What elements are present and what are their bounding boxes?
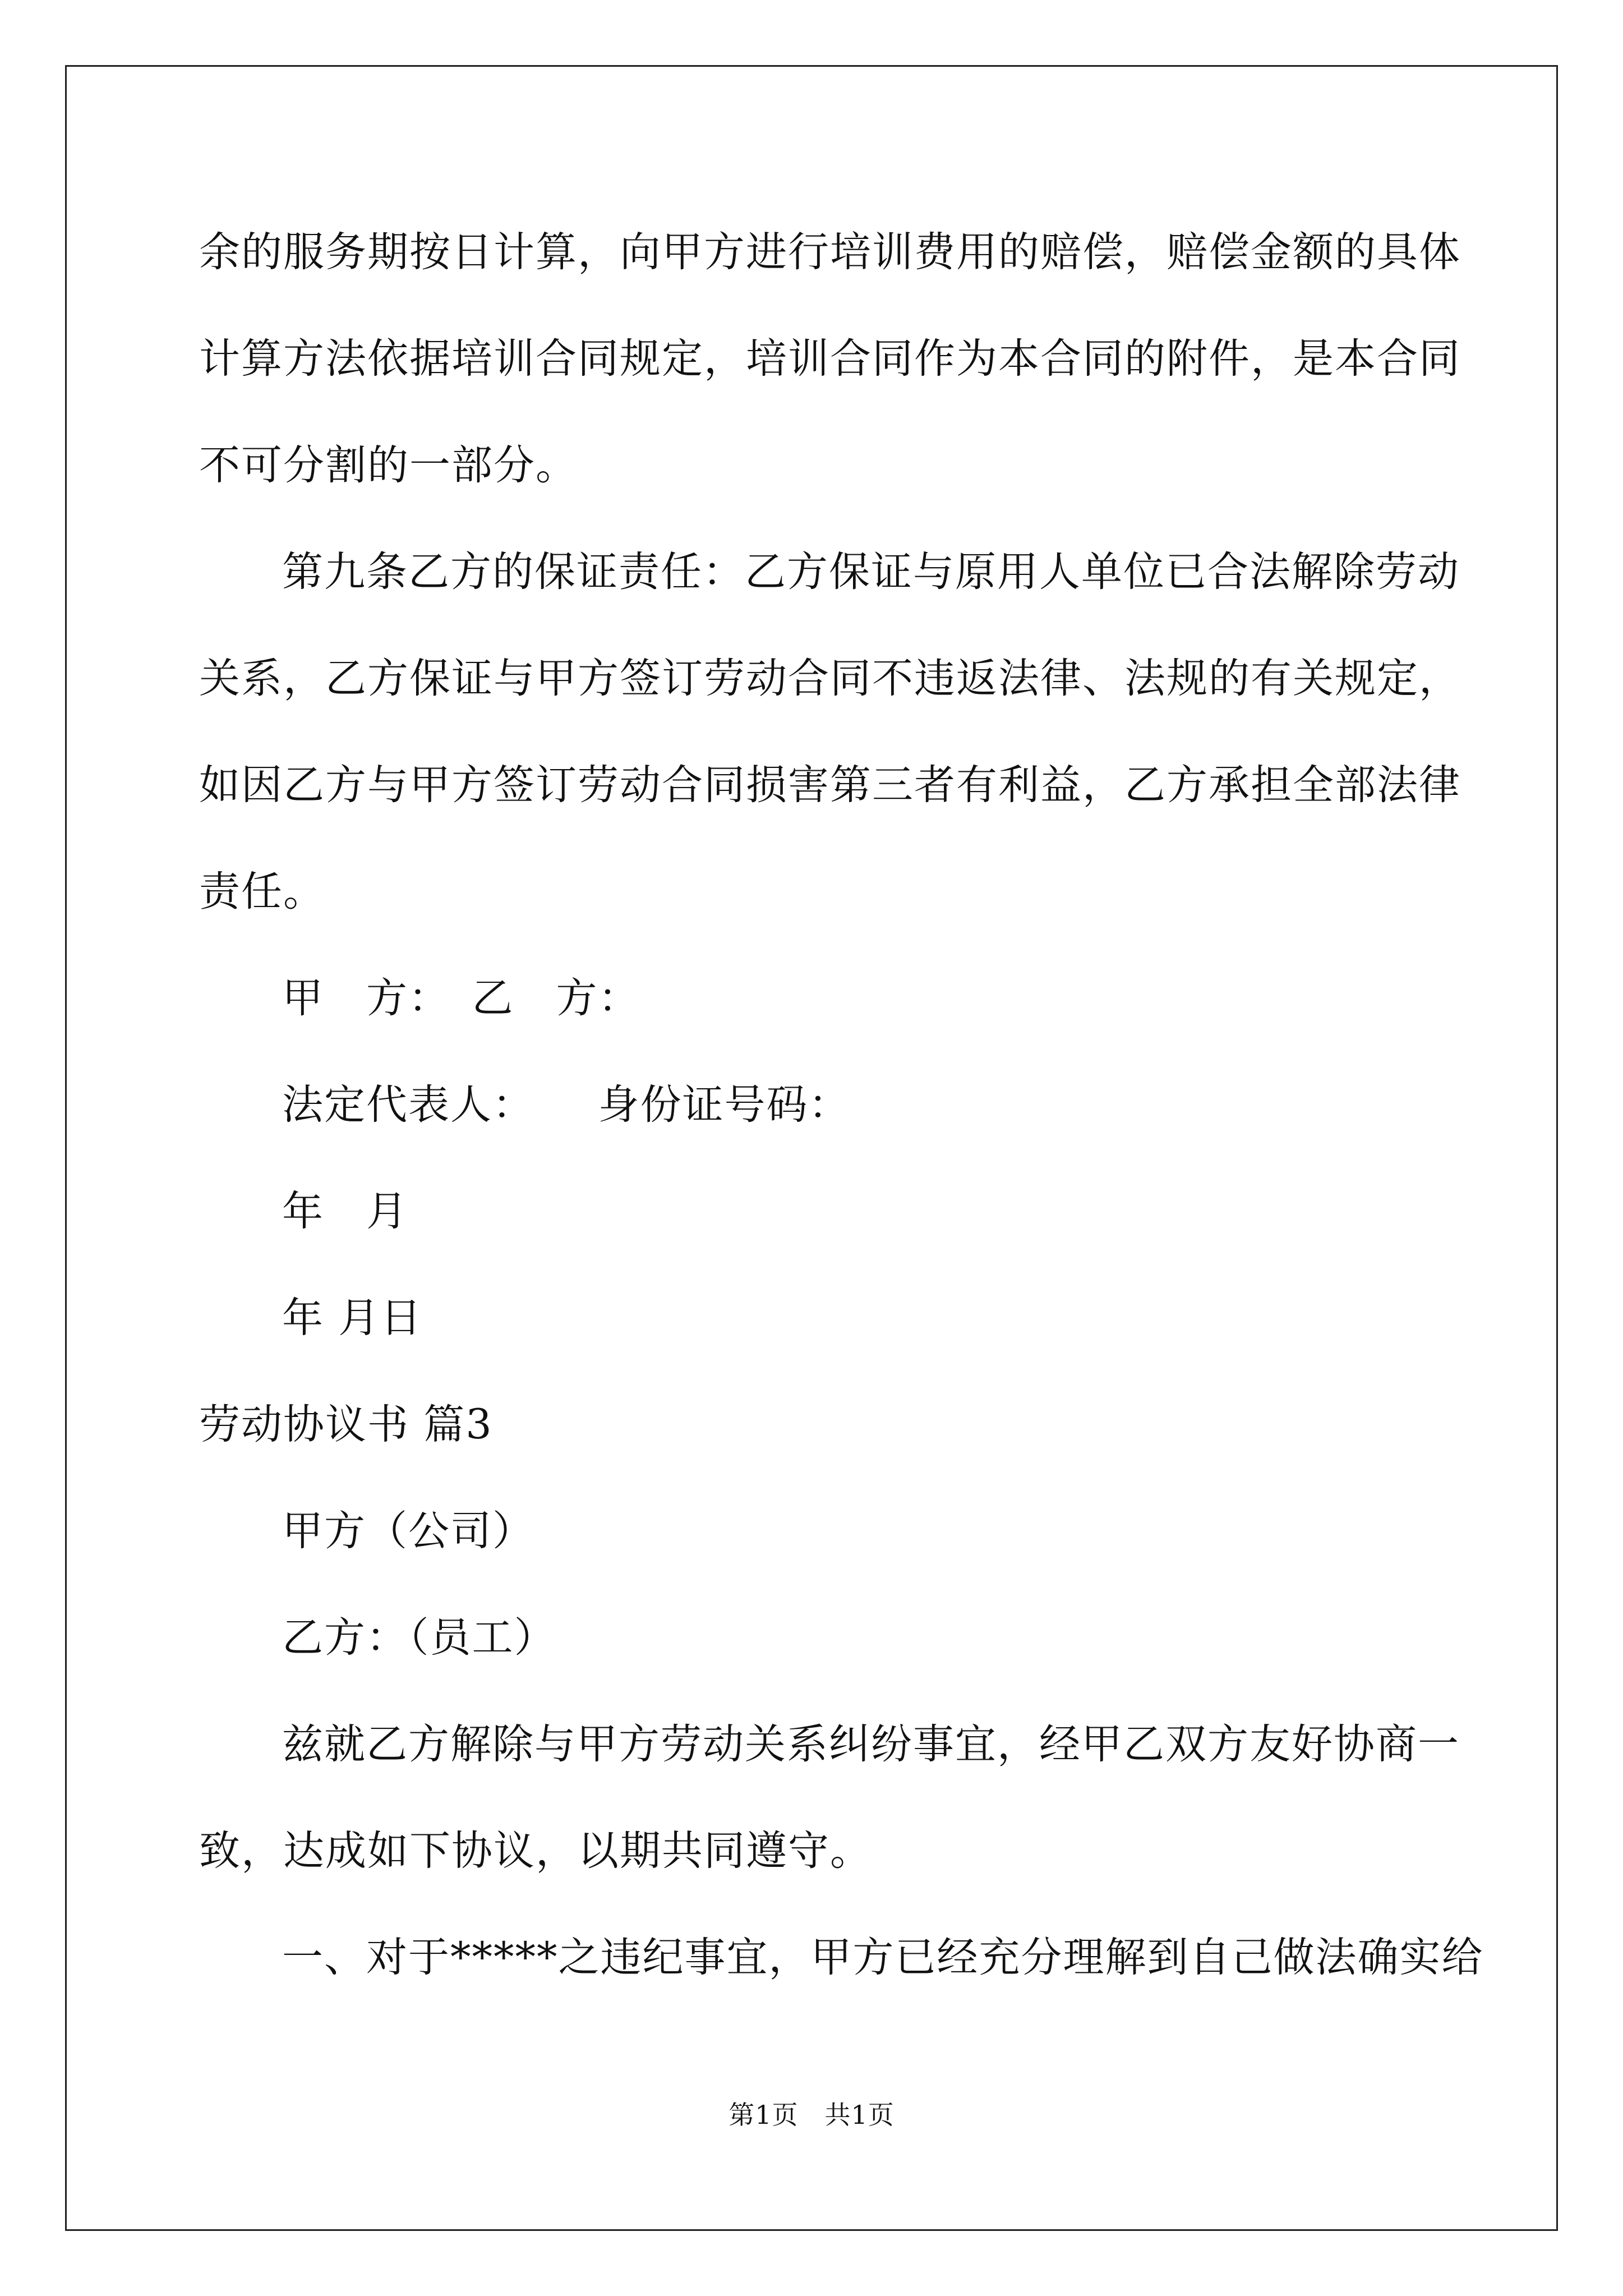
signature-date-line: 年 月: [282, 1188, 408, 1235]
signature-party-line: 甲 方： 乙 方：: [282, 974, 640, 1022]
paragraph-line: 一、对于*****之违纪事宜，甲方已经充分理解到自己做法确实给: [282, 1934, 1484, 1981]
document-body: [199, 199, 1484, 2011]
paragraph-line: 余的服务期按日计算，向甲方进行培训费用的赔偿，赔偿金额的具体: [199, 228, 1461, 276]
party-a-line: 甲方（公司）: [282, 1507, 534, 1555]
paragraph-line: 如因乙方与甲方签订劳动合同损害第三者有利益，乙方承担全部法律: [199, 761, 1461, 809]
signature-date-line: 年 月日: [282, 1294, 423, 1342]
paragraph-line: 第九条乙方的保证责任：乙方保证与原用人单位已合法解除劳动: [282, 548, 1460, 596]
paragraph-line: 兹就乙方解除与甲方劳动关系纠纷事宜，经甲乙双方友好协商一: [282, 1720, 1460, 1768]
page-footer: 第1页 共1页: [728, 2100, 895, 2130]
paragraph-line: 不可分割的一部分。: [199, 441, 578, 489]
paragraph-line: 责任。: [199, 868, 325, 915]
section-heading: 劳动协议书 篇3: [199, 1401, 493, 1448]
paragraph-line: 关系，乙方保证与甲方签订劳动合同不违返法律、法规的有关规定，: [199, 655, 1461, 702]
paragraph-line: 计算方法依据培训合同规定，培训合同作为本合同的附件，是本合同: [199, 335, 1461, 383]
paragraph-line: 致，达成如下协议，以期共同遵守。: [199, 1827, 872, 1875]
party-b-line: 乙方：（员工）: [282, 1614, 556, 1662]
signature-representative-line: 法定代表人： 身份证号码：: [282, 1081, 851, 1129]
